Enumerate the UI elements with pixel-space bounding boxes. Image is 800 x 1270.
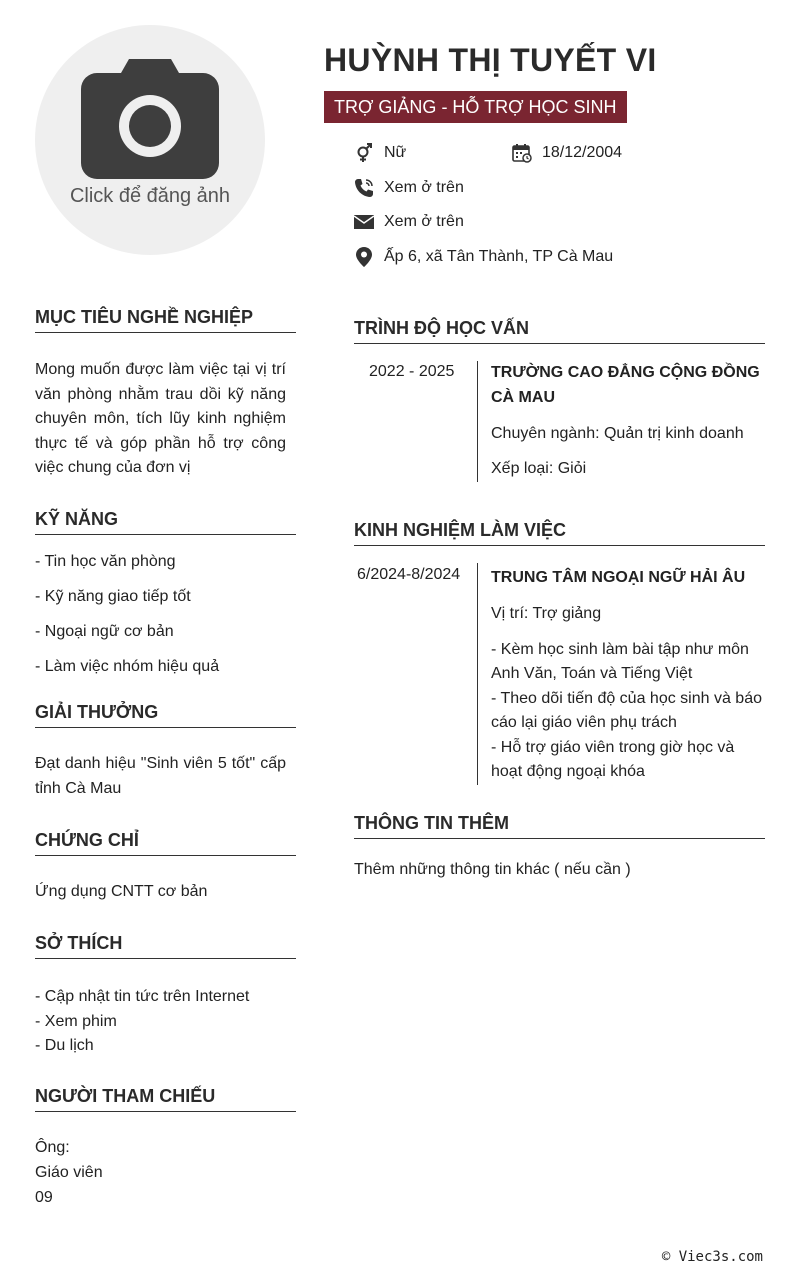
education-entry [491,360,766,481]
extra-info-text: Thêm những thông tin khác ( nếu cần ) [354,861,631,878]
hobbies-title: SỞ THÍCH [35,933,296,959]
phone-row [354,178,464,198]
calendar-icon [512,143,532,163]
experience-entry [491,565,766,785]
awards-title: GIẢI THƯỞNG [35,702,296,728]
experience-duty: - Theo dõi tiến độ của học sinh và báo cáo lại giáo viên phụ trách [491,689,762,731]
education-major: Chuyên ngành: Quản trị kinh doanh [491,425,744,442]
reference-item: 09 [35,1189,53,1206]
education-title: TRÌNH ĐỘ HỌC VẤN [354,318,765,344]
avatar-caption: Click để đăng ảnh [69,185,231,207]
gender-value: Nữ [384,144,407,161]
hobby-item: - Du lịch [35,1037,94,1054]
skill-item: - Kỹ năng giao tiếp tốt [35,588,191,605]
certificates-title: CHỨNG CHỈ [35,830,296,856]
school-name-line1: TRƯỜNG CAO ĐẲNG CỘNG ĐỒNG [491,364,760,381]
education-date: 2022 - 2025 [369,363,455,380]
objective-text: Mong muốn được làm việc tại vị trí văn phòng nhằm trau dồi kỹ năng chuyên môn, tích lũy kinh nghiệm thực tế và góp phần hỗ trợ công việc chung của đơn vị [35,361,286,476]
experience-duty: - Hỗ trợ giáo viên trong giờ học và hoạt động ngoại khóa [491,738,735,780]
email-value: Xem ở trên [384,213,464,230]
company-name: TRUNG TÂM NGOẠI NGỮ HẢI ÂU [491,569,746,586]
experience-timeline-line [477,563,478,785]
position-badge: TRỢ GIẢNG - HỖ TRỢ HỌC SINH [324,91,627,123]
gender-icon [354,143,374,163]
extra-info-title: THÔNG TIN THÊM [354,813,765,839]
gender-row [354,143,406,163]
experience-title: KINH NGHIỆM LÀM VIỆC [354,520,765,546]
candidate-name: HUỲNH THỊ TUYẾT VI [324,42,657,78]
birthday-row [512,143,622,163]
camera-icon [81,59,219,179]
avatar-upload[interactable] [35,25,265,255]
envelope-icon [354,212,374,232]
skill-item: - Ngoại ngữ cơ bản [35,623,174,640]
awards-text: Đạt danh hiệu "Sinh viên 5 tốt" cấp tỉnh Cà Mau [35,755,286,797]
phone-value: Xem ở trên [384,179,464,196]
experience-duty: - Kèm học sinh làm bài tập như môn Anh Văn, Toán và Tiếng Việt [491,640,749,682]
experience-date: 6/2024-8/2024 [357,566,461,583]
phone-icon [354,178,374,198]
certificates-text: Ứng dụng CNTT cơ bản [35,883,208,900]
education-timeline-line [477,361,478,482]
address-value: Ấp 6, xã Tân Thành, TP Cà Mau [384,248,614,265]
references-title: NGƯỜI THAM CHIẾU [35,1086,296,1112]
education-grade: Xếp loại: Giỏi [491,459,587,477]
objective-title: MỤC TIÊU NGHỀ NGHIỆP [35,307,296,333]
reference-item: Giáo viên [35,1164,103,1181]
email-row [354,212,464,232]
birthday-value: 18/12/2004 [542,144,623,161]
address-row [354,247,613,267]
skill-item: - Tin học văn phòng [35,553,176,570]
hobby-item: - Cập nhật tin tức trên Internet [35,988,250,1005]
copyright-footer: © Viec3s.com [661,1249,763,1265]
reference-item: Ông: [35,1139,70,1156]
location-pin-icon [354,247,374,267]
hobby-item: - Xem phim [35,1012,117,1030]
school-name-line2: CÀ MAU [491,389,555,406]
experience-role: Vị trí: Trợ giảng [491,605,602,622]
skills-title: KỸ NĂNG [35,509,296,535]
skill-item: - Làm việc nhóm hiệu quả [35,658,220,675]
